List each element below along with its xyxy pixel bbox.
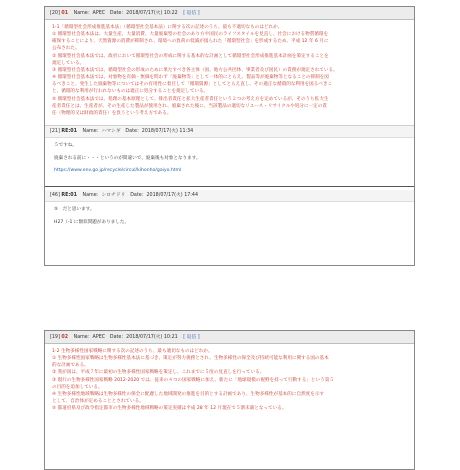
option-line: ③ 現行の生物多様性国家戦略 2012-2020 では、従来の４つの国家戦略に加え、新たに「地球規模の視野を持って行動する」という第５ (52, 377, 334, 383)
post-number: [19] (50, 335, 60, 340)
option-line: ② 我が国は、平成７年に最初の生物多様性国家戦略を策定し、これまでに５度の見直しを行っている。 (52, 370, 265, 376)
reply-meta: Name：ハマシギ Date：2018/07/17(火) 11:34 (82, 129, 194, 135)
option-line: 的な計画である。 (52, 363, 89, 369)
option-line: ① 循環型社会基本法は、大量生産、大量消費、大量廃棄型の社会のあり方や国民のライフスタイルを見直し、社会における物質循環を (52, 32, 329, 38)
question-text: 1-1「循環型社会形成推進基本法」（循環型社会基本法）に関する次の記述のうち、最も不適切なものはどれか。 (52, 25, 283, 30)
option-line: 確保することにより、天然資源の消費が抑制され、環境への負荷の低減が図られた「循環型社会」を形成するため、平成 12 年 6 月に (52, 39, 329, 45)
reply-text: ⑤ だと思います。 (54, 207, 95, 212)
option-line: と、循環的な利用が行われないものは適正に処分することを規定している。 (52, 89, 209, 95)
post-card (44, 6, 415, 266)
reply-title: RE:01 (61, 193, 77, 198)
option-line: ④ 生物多様性地域戦略は生物多様性の保全に配慮した地域開発の推進を目的とする計画であり、生物多様性が基本的に自然度を示す (52, 391, 325, 397)
reply-header (45, 190, 414, 202)
reply-link[interactable]: [ 返信 ] (183, 11, 200, 16)
divider (45, 186, 414, 187)
option-line: ④ 循環型社会基本法では、対象物を有価・無価を問わず「廃棄物等」として一体的にとらえ、製品等が廃棄物等となることの抑制を図 (52, 75, 329, 81)
reply-body (45, 202, 414, 237)
post-header (45, 7, 414, 20)
reply-text: H27（-1 に類似問題がありました。 (54, 219, 130, 225)
option-line: 公布された。 (52, 46, 80, 52)
option-line: 産者責任とは、生産者が、その生産した製品が使用され、廃棄された後に、当該製品の適切なリユース・リサイクルや処分に一定の責 (52, 103, 327, 109)
post-card (44, 330, 415, 470)
reply-number: [21] (50, 129, 60, 135)
post-title: 02 (61, 335, 69, 340)
reply-post (45, 190, 414, 237)
option-line: の目的を追加している。 (52, 384, 103, 390)
post-meta: Name：APEC Date：2018/07/17(火) 10:22 (73, 11, 178, 16)
option-line: ① 生物多様性国家戦略は生物多様性基本法に基づき、策定が努力義務とされ、生物多様性の保全及び持続可能な利用に関する国の基本 (52, 356, 329, 362)
option-line: ② 循環型社会基本法では、政府において循環型社会の形成に関する基本的な計画として循環型社会形成推進基本計画を策定することを (52, 53, 329, 59)
option-line: 任（物理的又は財政的責任）を負うという考え方である。 (52, 110, 172, 116)
reply-body (45, 138, 414, 186)
reference-link[interactable]: https://www.env.go.jp/recycle/circul/kihonho/gaiyo.html (54, 168, 182, 174)
reply-header (45, 126, 414, 138)
reply-meta: Name：シロチドリ Date：2018/07/17(火) 17:44 (82, 193, 199, 198)
reply-link[interactable]: [ 返信 ] (183, 335, 200, 340)
post-header (45, 331, 414, 344)
post-body (45, 344, 414, 417)
reply-post (45, 125, 414, 186)
option-line: 規定している。 (52, 60, 85, 66)
option-line: として、自治体が定めることとされている。 (52, 399, 144, 405)
reply-number: [46] (50, 193, 60, 198)
option-line: るべきこと、発生した廃棄物等についてはその有用性に着目して「循環資源」としてとらえ直し、その適正な循環的な利用を図るべきこ (52, 82, 333, 88)
option-line: ⑤ 都道府県及び政令指定都市の生物多様性地域戦略の策定実績は平成 28 年 12 月現在で５割未満となっている。 (52, 406, 287, 412)
post-meta: Name：APEC Date：2018/07/17(火) 10:21 (73, 335, 178, 340)
reply-text: 廃棄される前に・・・というのが間違いで、廃棄後も対象となります。 (54, 155, 201, 161)
post-number: [20] (50, 11, 60, 16)
option-line: ⑤ 循環型社会基本法では、処理の基本原理として、排出者責任と拡大生産者責任という２つの考え方を定めているが、そのうち拡大生 (52, 96, 329, 102)
reply-title: RE:01 (61, 129, 77, 135)
question-text: 1-2 生物多様性国家戦略に関する次の記述のうち、最も適切なものはどれか。 (52, 349, 213, 354)
post-body (45, 20, 414, 122)
reply-text: ５ですね。 (54, 143, 77, 149)
post-title: 01 (61, 11, 69, 16)
option-line: ③ 循環型社会基本法では、循環型社会の形成のために果たすべき各主体（国、地方公共団体、事業者及び国民）の責務が規定されている。 (52, 67, 338, 73)
